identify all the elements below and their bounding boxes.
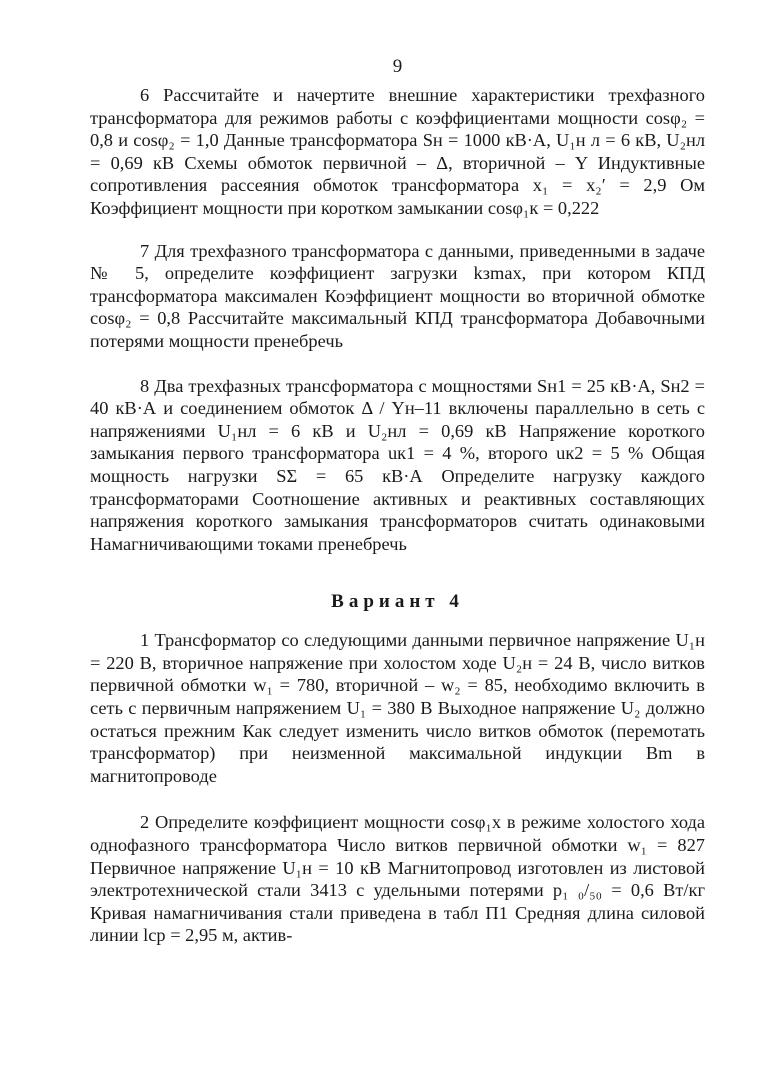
page-number: 9 [392,56,403,77]
variant-heading: Вариант 4 [331,591,464,613]
problem-7-text: 7 Для трехфазного трансформатора с данными, приведенными в задаче № 5, определите коэффициент загрузки kзmax, при котором КПД трансформатора максимален Коэффициент мощности во вторичной обмотке cosφ₂ = 0,8 Рассчитайте максимальный КПД трансформатора Добавочными потерями мощности пренебречь [90,240,705,351]
problem-6-text: 6 Рассчитайте и начертите внешние характеристики трехфазного трансформатора для режимов работы с коэффициентами мощности cosφ₂ = 0,8 и cosφ₂ = 1,0 Данные трансформатора Sн = 1000 кВ·А, U₁н л = 6 кВ, U₂нл = 0,69 кВ Схемы обмоток первичной – Δ, вторичной – Y Индуктивные сопротивления рассеяния обмоток трансформатора x₁ = x₂′ = 2,9 Ом Коэффициент мощности при коротком замыкании cosφ₁к = 0,222 [90,85,705,218]
document-page [90,56,705,947]
variant4-problem-2-text: 2 Определите коэффициент мощности cosφ₁х в режиме холостого хода однофазного трансформатора Число витков первичной обмотки w₁ = 827 Первичное напряжение U₁н = 10 кВ Магнитопровод изготовлен из листовой электротехнической стали 3413 с удельными потерями p₁ ₀/₅₀ = 0,6 Вт/кг Кривая намагничивания стали приведена в табл П1 Средняя длина силовой линии lср = 2,95 м, актив- [90,812,705,946]
variant4-problem-1-text: 1 Трансформатор со следующими данными первичное напряжение U₁н = 220 В, вторичное напряжение при холостом ходе U₂н = 24 В, число витков первичной обмотки w₁ = 780, вторичной – w₂ = 85, необходимо включить в сеть с первичным напряжением U₁ = 380 В Выходное напряжение U₂ должно остаться прежним Как следует изменить число витков обмоток (перемотать трансформатор) при неизменной максимальной индукции Bm в магнитопроводе [90,630,705,786]
problem-8-text: 8 Два трехфазных трансформатора с мощностями Sн1 = 25 кВ·А, Sн2 = 40 кВ·А и соединением обмоток Δ / Yн–11 включены параллельно в сеть с напряжениями U₁нл = 6 кВ и U₂нл = 0,69 кВ Напряжение короткого замыкания первого трансформатора uк1 = 4 %, второго uк2 = 5 % Общая мощность нагрузки SΣ = 65 кВ·А Определите нагрузку каждого трансформаторами Соотношение активных и реактивных составляющих напряжения короткого замыкания трансформаторов считать одинаковыми Намагничивающими токами пренебречь [90,375,705,554]
